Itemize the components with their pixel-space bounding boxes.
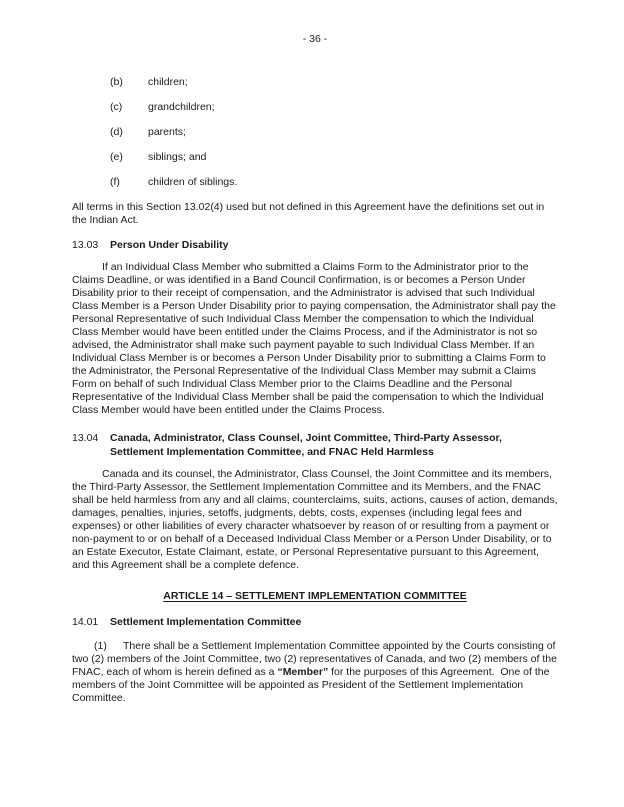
list-item [72, 126, 558, 139]
list-item [72, 101, 558, 114]
article-14-heading: ARTICLE 14 – SETTLEMENT IMPLEMENTATION COMMITTEE [163, 590, 467, 602]
list-item-text: parents; [148, 126, 186, 138]
section-number: 14.01 [72, 616, 99, 628]
list-item-marker: (b) [110, 76, 123, 88]
list-item-marker: (c) [110, 101, 123, 113]
section-heading-13-03 [72, 238, 558, 252]
list-item [72, 151, 558, 164]
section-heading-14-01 [72, 615, 558, 629]
section-number: 13.03 [72, 239, 99, 251]
list-item-text: grandchildren; [148, 101, 215, 113]
page-number: - 36 - [302, 33, 328, 45]
defined-term-member: “Member” [277, 666, 329, 678]
section-body-13-04: Canada and its counsel, the Administrator, Class Counsel, the Joint Committee and its members, the Third-Party Assessor, the Settlement Implementation Committee and its Members, and the FNAC shall be held harmless from any and all claims, counterclaims, suits, actions, causes of action, demands, damages, penalties, injuries, setoffs, judgments, debts, costs, expenses (including legal fees and expenses) or other liabilities of every character whatsoever by reason of or resulting from a payment or non-payment to or on behalf of a Deceased Individual Class Member or a Person Under Disability, or to an Estate Executor, Estate Claimant, estate, or Personal Representative pursuant to this Agreement, and this Agreement shall be a complete defence. [72, 468, 561, 571]
list-item-text: children; [148, 76, 188, 88]
section-body-13-03: If an Individual Class Member who submitted a Claims Form to the Administrator prior to the Claims Deadline, or was identified in a Band Council Confirmation, is or becomes a Person Under Disability prior to their receipt of compensation, and the Administrator is advised that such Individual Class Member is a Person Under Disability prior to paying compensation, the Administrator shall pay the Personal Representative of such Individual Class Member the compensation to which the Individual Class Member would have been entitled under the Claims Process, and if the Administrator is not so advised, the Administrator shall make such payment payable to such Individual Class Member. If an Individual Class Member is or becomes a Person Under Disability prior to submitting a Claims Form to the Administrator, the Personal Representative of the Individual Class Member may submit a Claims Form on behalf of such Individual Class Member prior to the Claims Deadline and the Personal Representative of the Individual Class Member shall be paid the compensation to which the Individual Class Member would have been entitled under the Claims Process. [72, 261, 559, 416]
section-title: Person Under Disability [110, 239, 229, 251]
list-item-text: children of siblings. [148, 176, 238, 188]
section-heading-13-04 [72, 431, 558, 459]
list-item-marker: (d) [110, 126, 123, 138]
section-title: Settlement Implementation Committee [110, 616, 302, 628]
section-title: Canada, Administrator, Class Counsel, Joint Committee, Third-Party Assessor, Settlement Implementation Committee, and FNAC Held Harmless [110, 432, 502, 458]
list-item-text: siblings; and [148, 151, 207, 163]
section-number: 13.04 [72, 432, 99, 444]
list-item-marker: (e) [110, 151, 123, 163]
list-item [72, 76, 558, 89]
section-body-14-01-para-1 [72, 640, 558, 705]
list-item-marker: (f) [110, 176, 120, 188]
paragraph-text-before: There shall be a Settlement Implementation Committee appointed by the Courts consisting of two (2) members of the Joint Committee, two (2) representatives of Canada, and two (2) members of the FNAC, each of whom is herein defined as a [72, 640, 560, 678]
list-item [72, 176, 558, 189]
paragraph-number: (1) [94, 640, 107, 652]
definition-list [72, 76, 558, 189]
terms-paragraph: All terms in this Section 13.02(4) used but not defined in this Agreement have the definitions set out in the Indian Act. [72, 201, 548, 226]
paragraph-text-after: for the purposes of this Agreement. One of the members of the Joint Committee will be appointed as President of the Settlement Implementation Committee. [72, 666, 553, 704]
